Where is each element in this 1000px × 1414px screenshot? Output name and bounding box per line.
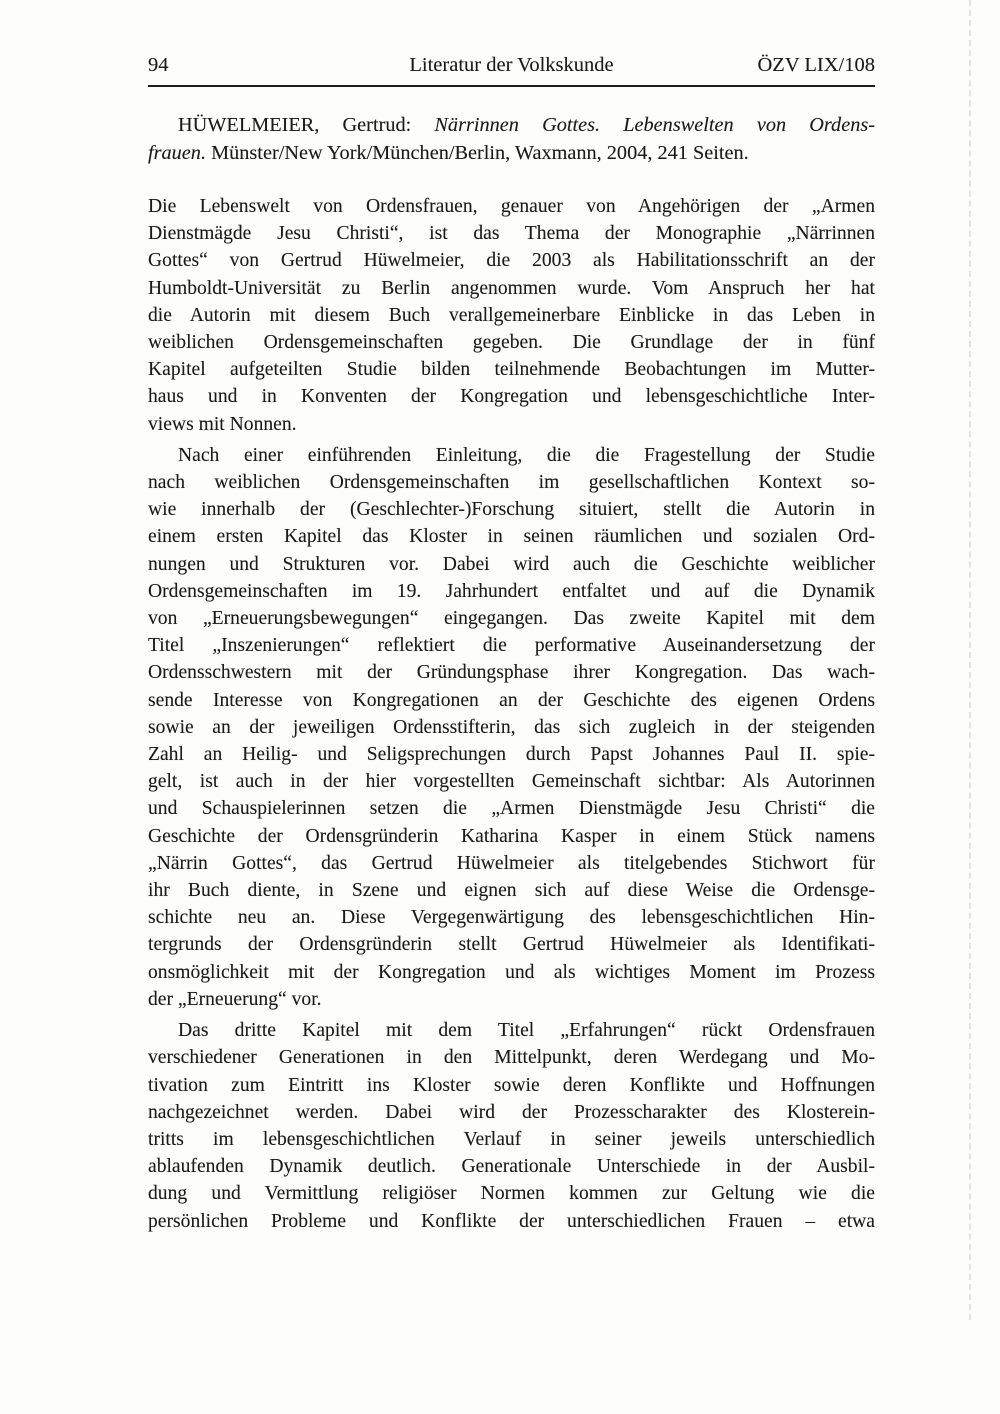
text-line: views mit Nonnen. xyxy=(148,413,297,435)
page-number: 94 xyxy=(148,54,169,76)
text-line: nachgezeichnet werden. Dabei wird der Prozesscharakter des Klosterein- xyxy=(148,1101,875,1123)
running-header xyxy=(148,52,875,78)
text-line: Titel „Inszenierungen“ reflektiert die performative Auseinandersetzung der xyxy=(148,635,875,657)
citation-line xyxy=(148,111,875,139)
header-rule xyxy=(148,85,875,87)
text-line: wie innerhalb der (Geschlechter-)Forschung situiert, stellt die Autorin in xyxy=(148,499,875,521)
issue-label: ÖZV LIX/108 xyxy=(757,54,875,76)
text-line: Das dritte Kapitel mit dem Titel „Erfahrungen“ rückt Ordensfrauen xyxy=(178,1020,875,1042)
text-line: einem ersten Kapitel das Kloster in seinen räumlichen und sozialen Ord- xyxy=(148,526,875,548)
text-line: nach weiblichen Ordensgemeinschaften im gesellschaftlichen Kontext so- xyxy=(148,472,875,494)
text-line: verschiedener Generationen in den Mittelpunkt, deren Werdegang und Mo- xyxy=(148,1047,875,1069)
text-line: weiblichen Ordensgemeinschaften gegeben. Die Grundlage der in fünf xyxy=(148,332,875,354)
text-line: Geschichte der Ordensgründerin Katharina Kasper in einem Stück namens xyxy=(148,825,875,847)
text-line: schichte neu an. Diese Vergegenwärtigung des lebensgeschichtlichen Hin- xyxy=(148,907,875,929)
citation-line xyxy=(148,139,875,167)
text-line: Dienstmägde Jesu Christi“, ist das Thema der Monographie „Närrinnen xyxy=(148,223,875,245)
text-line: Gottes“ von Gertrud Hüwelmeier, die 2003 als Habilitationsschrift an der xyxy=(148,250,875,272)
text-line: gelt, ist auch in der hier vorgestellten Gemeinschaft sichtbar: Als Autorinnen xyxy=(148,771,875,793)
text-line: tritts im lebensgeschichtlichen Verlauf in seiner jeweils unterschiedlich xyxy=(148,1128,875,1150)
citation-text-segment: HÜWELMEIER, Gertrud: xyxy=(178,114,435,136)
journal-section-title: Literatur der Volkskunde xyxy=(409,54,614,76)
text-line: dung und Vermittlung religiöser Normen kommen zur Geltung wie die xyxy=(148,1183,875,1205)
text-line: sende Interesse von Kongregationen an der Geschichte des eigenen Ordens xyxy=(148,689,875,711)
text-line: Humboldt-Universität zu Berlin angenommen wurde. Vom Anspruch her hat xyxy=(148,277,875,299)
page-content xyxy=(148,52,875,1235)
text-line: Ordensgemeinschaften im 19. Jahrhundert entfaltet und auf die Dynamik xyxy=(148,580,875,602)
text-line: persönlichen Probleme und Konflikte der unterschiedlichen Frauen – etwa xyxy=(148,1210,875,1232)
text-line: die Autorin mit diesem Buch verallgemeinerbare Einblicke in das Leben in xyxy=(148,304,875,326)
text-line: haus und in Konventen der Kongregation und lebensgeschichtliche Inter- xyxy=(148,386,875,408)
text-line: nungen und Strukturen vor. Dabei wird auch die Geschichte weiblicher xyxy=(148,553,875,575)
review-paragraph xyxy=(148,442,875,1013)
text-line: und Schauspielerinnen setzen die „Armen Dienstmägde Jesu Christi“ die xyxy=(148,798,875,820)
text-line: Die Lebenswelt von Ordensfrauen, genauer von Angehörigen der „Armen xyxy=(148,196,875,217)
text-line: onsmöglichkeit mit der Kongregation und als wichtiges Moment im Prozess xyxy=(148,961,875,983)
text-line: der „Erneuerung“ vor. xyxy=(148,988,322,1010)
review-paragraph xyxy=(148,193,875,438)
citation-title-segment: Närrinnen Gottes. Lebenswelten von Ordens- xyxy=(434,114,875,136)
text-line: tergrunds der Ordensgründerin stellt Gertrud Hüwelmeier als Identifikati- xyxy=(148,934,875,956)
text-line: Nach einer einführenden Einleitung, die die Fragestellung der Studie xyxy=(178,444,875,466)
text-line: sowie an der jeweiligen Ordensstifterin, das sich zugleich in der steigenden xyxy=(148,716,875,738)
text-line: Kapitel aufgeteilten Studie bilden teilnehmende Beobachtungen im Mutter- xyxy=(148,359,875,381)
text-line: von „Erneuerungsbewegungen“ eingegangen. Das zweite Kapitel mit dem xyxy=(148,608,875,630)
text-line: Ordensschwestern mit der Gründungsphase ihrer Kongregation. Das wach- xyxy=(148,662,875,684)
citation-heading xyxy=(148,111,875,167)
review-paragraph xyxy=(148,1017,875,1235)
citation-text-segment: Münster/New York/München/Berlin, Waxmann, 2004, 241 Seiten. xyxy=(206,142,749,164)
text-line: Zahl an Heilig- und Seligsprechungen durch Papst Johannes Paul II. spie- xyxy=(148,744,875,766)
text-line: ihr Buch diente, in Szene und eignen sich auf diese Weise die Ordensge- xyxy=(148,880,875,902)
scan-artifact-line xyxy=(969,0,971,1320)
citation-title-segment: frauen. xyxy=(148,142,207,164)
text-line: tivation zum Eintritt ins Kloster sowie deren Konflikte und Hoffnungen xyxy=(148,1074,875,1096)
review-body xyxy=(148,193,875,1235)
text-line: ablaufenden Dynamik deutlich. Generationale Unterschiede in der Ausbil- xyxy=(148,1156,875,1178)
text-line: „Närrin Gottes“, das Gertrud Hüwelmeier als titelgebendes Stichwort für xyxy=(148,852,875,874)
